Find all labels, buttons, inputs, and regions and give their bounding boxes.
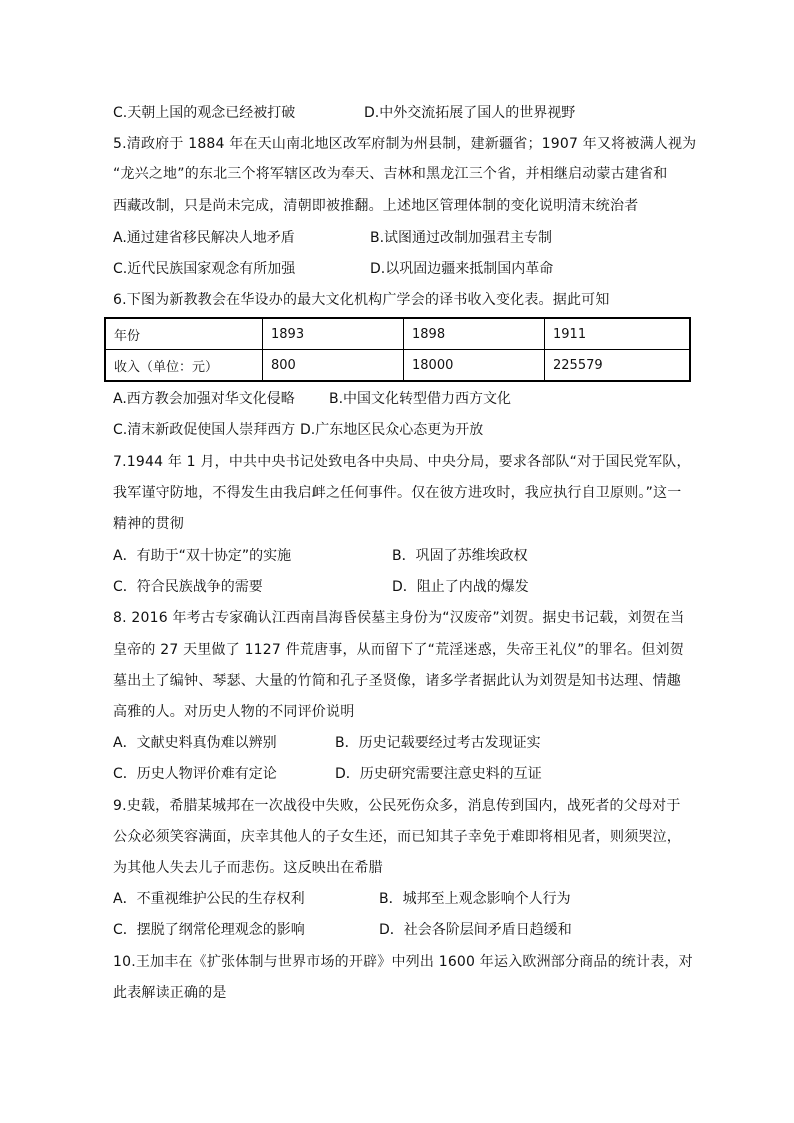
q5-option-a: A.通过建省移民解决人地矛盾 bbox=[113, 230, 295, 246]
table-row bbox=[105, 350, 690, 382]
q8-options-row-1 bbox=[113, 733, 713, 753]
q7-options-row-1 bbox=[113, 546, 713, 566]
q7-stem-line-1: 7.1944 年 1 月，中共中央书记处致电各中央局、中央分局，要求各部队“对于国民党军队， bbox=[113, 454, 691, 470]
q8-stem-line-1: 8. 2016 年考古专家确认江西南昌海昏侯墓主身份为“汉废帝”刘贺。据史书记载，刘贺在当 bbox=[113, 610, 685, 626]
q5-stem-line-3: 西藏改制，只是尚未完成，清朝即被推翻。上述地区管理体制的变化说明清末统治者 bbox=[113, 198, 639, 214]
q7-option-c: C．符合民族战争的需要 bbox=[113, 579, 263, 595]
q5-options-row-1 bbox=[113, 228, 713, 248]
q9-options-row-2 bbox=[113, 920, 713, 940]
q9-stem-line-2: 公众必须笑容满面，庆幸其他人的子女生还，而已知其子幸免于难即将相见者，则须哭泣， bbox=[113, 829, 681, 845]
q6-option-d: D.广东地区民众心态更为开放 bbox=[300, 422, 484, 438]
q9-stem-line-1: 9.史载，希腊某城邦在一次战役中失败，公民死伤众多，消息传到国内，战死者的父母对于 bbox=[113, 798, 681, 814]
table-cell: 1893 bbox=[263, 318, 404, 350]
q4-option-c: C.天朝上国的观念已经被打破 bbox=[113, 105, 296, 121]
q6-option-b: B.中国文化转型借力西方文化 bbox=[329, 391, 512, 407]
q6-option-a: A.西方教会加强对华文化侵略 bbox=[113, 391, 295, 407]
q6-stem: 6.下图为新教教会在华设办的最大文化机构广学会的译书收入变化表。据此可知 bbox=[113, 292, 610, 308]
table-cell: 18000 bbox=[404, 350, 545, 382]
q8-option-c: C．历史人物评价难有定论 bbox=[113, 766, 277, 782]
table-cell: 年份 bbox=[105, 318, 263, 350]
q5-option-c: C.近代民族国家观念有所加强 bbox=[113, 261, 296, 277]
q7-stem-line-3: 精神的贯彻 bbox=[113, 516, 184, 532]
q5-options-row-2 bbox=[113, 259, 713, 279]
table-cell: 1911 bbox=[545, 318, 691, 350]
q7-option-d: D．阻止了内战的爆发 bbox=[392, 579, 529, 595]
q4-option-d: D.中外交流拓展了国人的世界视野 bbox=[364, 105, 576, 121]
q7-option-a: A．有助于“双十协定”的实施 bbox=[113, 548, 292, 564]
q9-option-d: D．社会各阶层间矛盾日趋缓和 bbox=[379, 922, 572, 938]
q7-stem-line-2: 我军谨守防地，不得发生由我启衅之任何事件。仅在彼方进攻时，我应执行自卫原则。”这一 bbox=[113, 485, 682, 501]
q9-options-row-1 bbox=[113, 889, 713, 909]
q8-stem-line-2: 皇帝的 27 天里做了 1127 件荒唐事，从而留下了“荒淫迷惑，失帝王礼仪”的罪名。但刘贺 bbox=[113, 642, 684, 658]
q8-option-d: D．历史研究需要注意史料的互证 bbox=[335, 766, 542, 782]
q9-option-b: B．城邦至上观念影响个人行为 bbox=[379, 891, 571, 907]
q6-option-c: C.清末新政促使国人崇拜西方 bbox=[113, 422, 296, 438]
q8-options-row-2 bbox=[113, 764, 713, 784]
q5-option-d: D.以巩固边疆来抵制国内革命 bbox=[370, 261, 554, 277]
q7-options-row-2 bbox=[113, 577, 713, 597]
q8-stem-line-4: 高雅的人。对历史人物的不同评价说明 bbox=[113, 704, 355, 720]
table-row bbox=[105, 318, 690, 350]
q9-option-c: C．摆脱了纲常伦理观念的影响 bbox=[113, 922, 305, 938]
income-table bbox=[104, 317, 691, 382]
q7-option-b: B．巩固了苏维埃政权 bbox=[392, 548, 528, 564]
q10-stem-line-1: 10.王加丰在《扩张体制与世界市场的开辟》中列出 1600 年运入欧洲部分商品的统计表，对 bbox=[113, 954, 693, 970]
q9-stem-line-3: 为其他人失去儿子而悲伤。这反映出在希腊 bbox=[113, 860, 383, 876]
q5-stem-line-1: 5.清政府于 1884 年在天山南北地区改军府制为州县制，建新疆省；1907 年又将被满人视为 bbox=[113, 136, 697, 152]
q9-option-a: A．不重视维护公民的生存权利 bbox=[113, 891, 305, 907]
q4-options-row bbox=[113, 103, 713, 123]
q8-option-b: B．历史记载要经过考古发现证实 bbox=[335, 735, 541, 751]
q6-options-row-1 bbox=[113, 389, 713, 409]
q5-option-b: B.试图通过改制加强君主专制 bbox=[370, 230, 553, 246]
table-cell: 800 bbox=[263, 350, 404, 382]
table-cell: 1898 bbox=[404, 318, 545, 350]
q6-options-row-2 bbox=[113, 420, 713, 440]
q10-stem-line-2: 此表解读正确的是 bbox=[113, 985, 227, 1001]
q5-stem-line-2: “龙兴之地”的东北三个将军辖区改为奉天、吉林和黑龙江三个省，并相继启动蒙古建省和 bbox=[113, 166, 668, 182]
table-cell: 收入（单位：元） bbox=[105, 350, 263, 382]
q8-option-a: A．文献史料真伪难以辨别 bbox=[113, 735, 277, 751]
table-cell: 225579 bbox=[545, 350, 691, 382]
q8-stem-line-3: 墓出土了编钟、琴瑟、大量的竹简和孔子圣贤像，诸多学者据此认为刘贺是知书达理、情趣 bbox=[113, 673, 681, 689]
